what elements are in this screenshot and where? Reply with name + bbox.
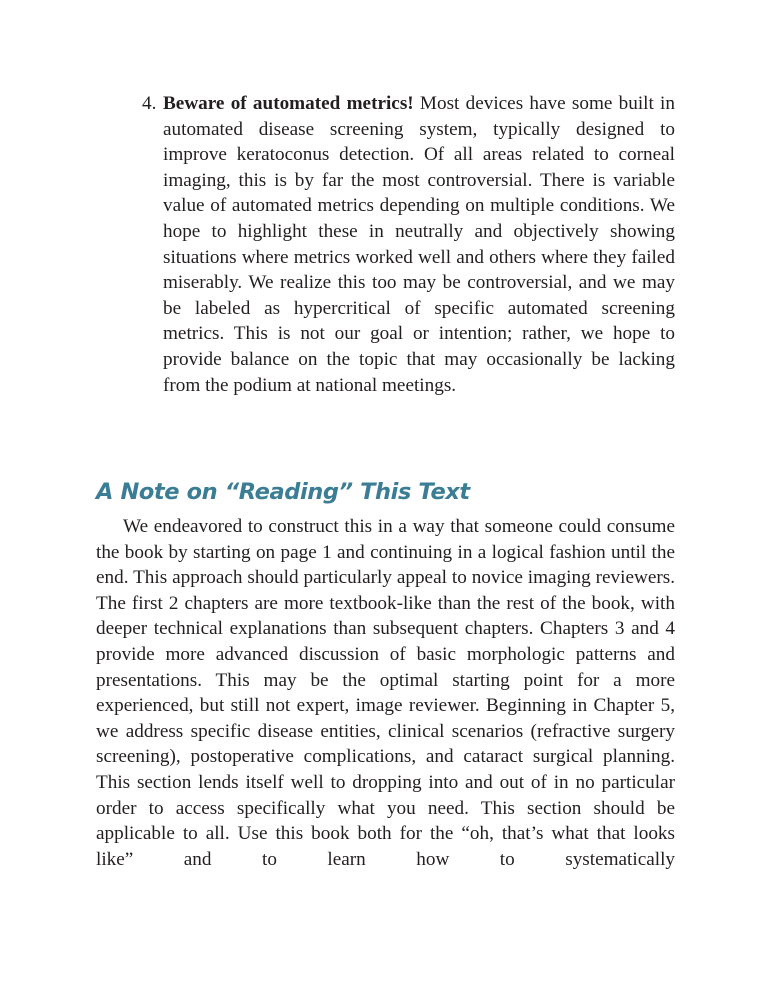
section-heading: A Note on “Reading” This Text (96, 479, 470, 505)
list-item-lead: Beware of automated metrics! (163, 93, 414, 114)
list-item-number: 4. (142, 93, 157, 114)
section-paragraph: We endeavored to construct this in a way that someone could consume the book by starting on page 1 and continuing in a logical fashion until the end. This approach should particularly appeal to novice imaging reviewers. The first 2 chapters are more textbook-like than the rest of the book, with deeper technical explanations than subsequent chapters. Chapters 3 and 4 provide more advanced discussion of basic morphologic patterns and presentations. This may be the optimal starting point for a more experienced, but still not expert, image reviewer. Beginning in Chapter 5, we address specific disease entities, clinical scenarios (refractive surgery screening), postoperative complications, and cataract surgical planning. This section lends itself well to dropping into and out of in no particular order to access specifically what you need. This section should be applicable to all. Use this book both for the “oh, that’s what that looks like” and to learn how to systematically (96, 516, 675, 870)
list-item (142, 91, 675, 398)
list-item-text: Most devices have some built in automated disease screening system, typically designed to improve keratoconus detection. Of all areas related to corneal imaging, this is by far the most controversial. There is variable value of automated metrics depending on multiple conditions. We hope to highlight these in neutrally and objectively showing situations where metrics worked well and others where they failed miserably. We realize this too may be controversial, and we may be labeled as hypercritical of specific automated screening metrics. This is not our goal or intention; rather, we hope to provide balance on the topic that may occasionally be lacking from the podium at national meetings. (163, 93, 675, 396)
list-item-body (163, 91, 675, 398)
